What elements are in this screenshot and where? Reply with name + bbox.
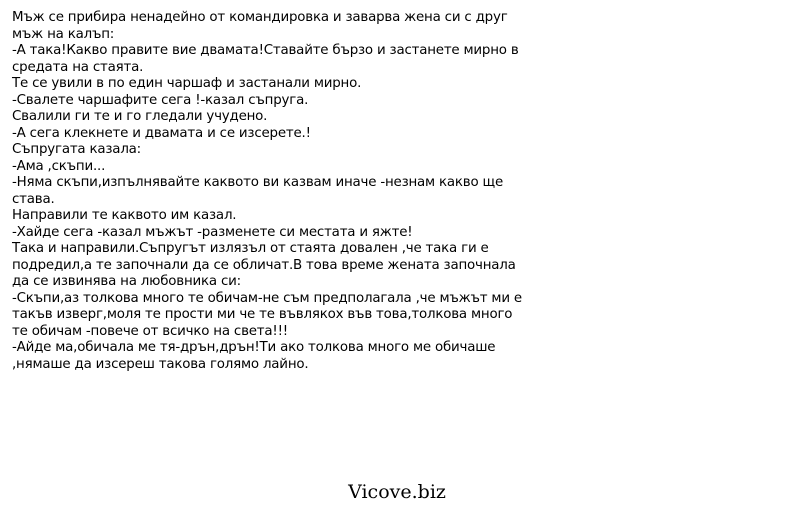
joke-line: те обичам -повече от всичко на света!!! — [12, 323, 288, 339]
joke-line: -Скъпи,аз толкова много те обичам-не съм предполагала ,че мъжът ми е — [12, 290, 522, 306]
joke-line: -Свалете чаршафите сега !-казал съпруга. — [12, 92, 309, 108]
joke-line: -А така!Какво правите вие двамата!Ставайте бързо и застанете мирно в — [12, 43, 519, 58]
joke-line: да се извинява на любовника си: — [12, 274, 241, 289]
joke-line: средата на стаята. — [12, 59, 144, 75]
joke-line: Свалили ги те и го гледали учудено. — [12, 109, 268, 124]
joke-line: -Хайде сега -казал мъжът -разменете си местата и яжте! — [12, 224, 413, 240]
joke-line: става. — [12, 191, 55, 207]
joke-line: -Няма скъпи,изпълнявайте каквото ви казвам иначе -незнам какво ще — [12, 175, 503, 190]
joke-text-block — [12, 10, 592, 373]
joke-line: мъж на калъп: — [12, 26, 115, 42]
joke-line: ,нямаше да изсереш такова голямо лайно. — [12, 356, 309, 372]
site-watermark: Vicove.biz — [348, 481, 446, 503]
joke-line: Направили те каквото им казал. — [12, 208, 237, 223]
joke-line: Съпругата казала: — [12, 142, 141, 157]
joke-line: Мъж се прибира ненадейно от командировка и заварва жена си с друг — [12, 10, 508, 25]
joke-line: Така и направили.Съпругът излязъл от стаята довален ,че така ги е — [12, 241, 489, 256]
joke-line: -А сега клекнете и двамата и се изсерете.! — [12, 125, 311, 141]
joke-line: -Ама ,скъпи... — [12, 158, 106, 174]
joke-line: Те се увили в по един чаршаф и застанали мирно. — [12, 76, 362, 91]
joke-line: такъв изверг,моля те прости ми че те въвлякох във това,толкова много — [12, 307, 513, 322]
joke-line: -Айде ма,обичала ме тя-дрън,дрън!Ти ако толкова много ме обичаше — [12, 340, 496, 355]
joke-line: подредил,а те започнали да се обличат.В това време жената започнала — [12, 257, 516, 273]
